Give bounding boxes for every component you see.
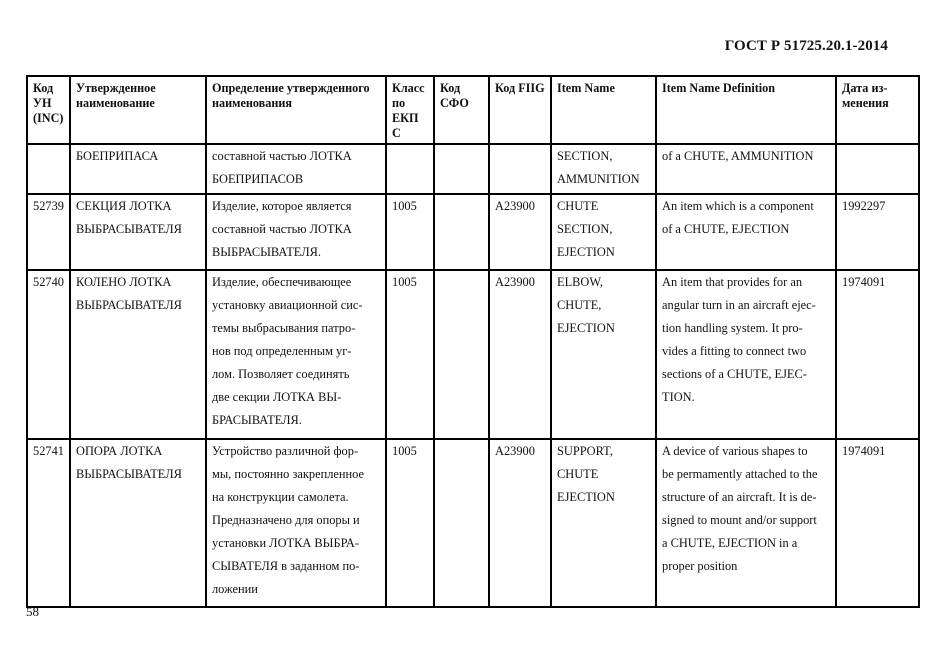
nomenclature-table-container xyxy=(26,75,918,608)
document-standard-code: ГОСТ Р 51725.20.1-2014 xyxy=(724,38,888,54)
cell-change-date: 1992297 xyxy=(836,194,919,270)
cell-approved-name: СЕКЦИЯ ЛОТКА ВЫБРАСЫВАТЕЛЯ xyxy=(70,194,206,270)
table-row xyxy=(27,144,919,194)
column-header-item-name: Item Name xyxy=(551,76,656,144)
cell-ekps-class xyxy=(386,144,434,194)
column-header-sfo-code: Код СФО xyxy=(434,76,489,144)
column-header-inc: Код УН (INC) xyxy=(27,76,70,144)
cell-item-name-definition: A device of various shapes to be permamently attached to the structure of an aircraft. It is de- signed to mount and/or support a CHUTE, EJECTION in a proper position xyxy=(656,439,836,607)
cell-approved-name: ОПОРА ЛОТКА ВЫБРАСЫВАТЕЛЯ xyxy=(70,439,206,607)
cell-fiig-code: A23900 xyxy=(489,270,551,439)
column-header-change-date: Дата из- менения xyxy=(836,76,919,144)
column-header-approved-name: Утвержденное наименование xyxy=(70,76,206,144)
cell-fiig-code: A23900 xyxy=(489,194,551,270)
page-number: 58 xyxy=(26,604,39,619)
cell-item-name-definition: An item which is a component of a CHUTE, EJECTION xyxy=(656,194,836,270)
cell-item-name: SECTION, AMMUNITION xyxy=(551,144,656,194)
cell-ekps-class: 1005 xyxy=(386,439,434,607)
cell-sfo-code xyxy=(434,439,489,607)
cell-definition-ru: Изделие, обеспечивающее установку авиационной сис- темы выбрасывания патро- нов под определенным уг- лом. Позволяет соединять две секции ЛОТКА ВЫ- БРАСЫВАТЕЛЯ. xyxy=(206,270,386,439)
table-row xyxy=(27,270,919,439)
cell-inc: 52741 xyxy=(27,439,70,607)
table-row xyxy=(27,439,919,607)
cell-item-name: SUPPORT, CHUTE EJECTION xyxy=(551,439,656,607)
cell-ekps-class: 1005 xyxy=(386,194,434,270)
cell-fiig-code xyxy=(489,144,551,194)
cell-approved-name: БОЕПРИПАСА xyxy=(70,144,206,194)
cell-ekps-class: 1005 xyxy=(386,270,434,439)
cell-definition-ru: составной частью ЛОТКА БОЕПРИПАСОВ xyxy=(206,144,386,194)
table-header-row xyxy=(27,76,919,144)
cell-item-name-definition: An item that provides for an angular turn in an aircraft ejec- tion handling system. It pro- vides a fitting to connect two sections of a CHUTE, EJEC- TION. xyxy=(656,270,836,439)
table-row xyxy=(27,194,919,270)
column-header-item-name-definition: Item Name Definition xyxy=(656,76,836,144)
cell-change-date xyxy=(836,144,919,194)
cell-sfo-code xyxy=(434,270,489,439)
column-header-definition-ru: Определение утвержденного наименования xyxy=(206,76,386,144)
cell-sfo-code xyxy=(434,144,489,194)
cell-sfo-code xyxy=(434,194,489,270)
cell-item-name: ELBOW, CHUTE, EJECTION xyxy=(551,270,656,439)
cell-definition-ru: Изделие, которое является составной частью ЛОТКА ВЫБРАСЫВАТЕЛЯ. xyxy=(206,194,386,270)
cell-change-date: 1974091 xyxy=(836,439,919,607)
cell-definition-ru: Устройство различной фор- мы, постоянно закрепленное на конструкции самолета. Предназначено для опоры и установки ЛОТКА ВЫБРА- СЫВАТЕЛЯ в заданном по- ложении xyxy=(206,439,386,607)
cell-item-name-definition: of a CHUTE, AMMUNITION xyxy=(656,144,836,194)
column-header-ekps-class: Класс по ЕКП С xyxy=(386,76,434,144)
cell-approved-name: КОЛЕНО ЛОТКА ВЫБРАСЫВАТЕЛЯ xyxy=(70,270,206,439)
cell-inc: 52740 xyxy=(27,270,70,439)
nomenclature-table xyxy=(26,75,920,608)
cell-change-date: 1974091 xyxy=(836,270,919,439)
cell-inc xyxy=(27,144,70,194)
cell-inc: 52739 xyxy=(27,194,70,270)
column-header-fiig-code: Код FIIG xyxy=(489,76,551,144)
cell-fiig-code: A23900 xyxy=(489,439,551,607)
cell-item-name: CHUTE SECTION, EJECTION xyxy=(551,194,656,270)
